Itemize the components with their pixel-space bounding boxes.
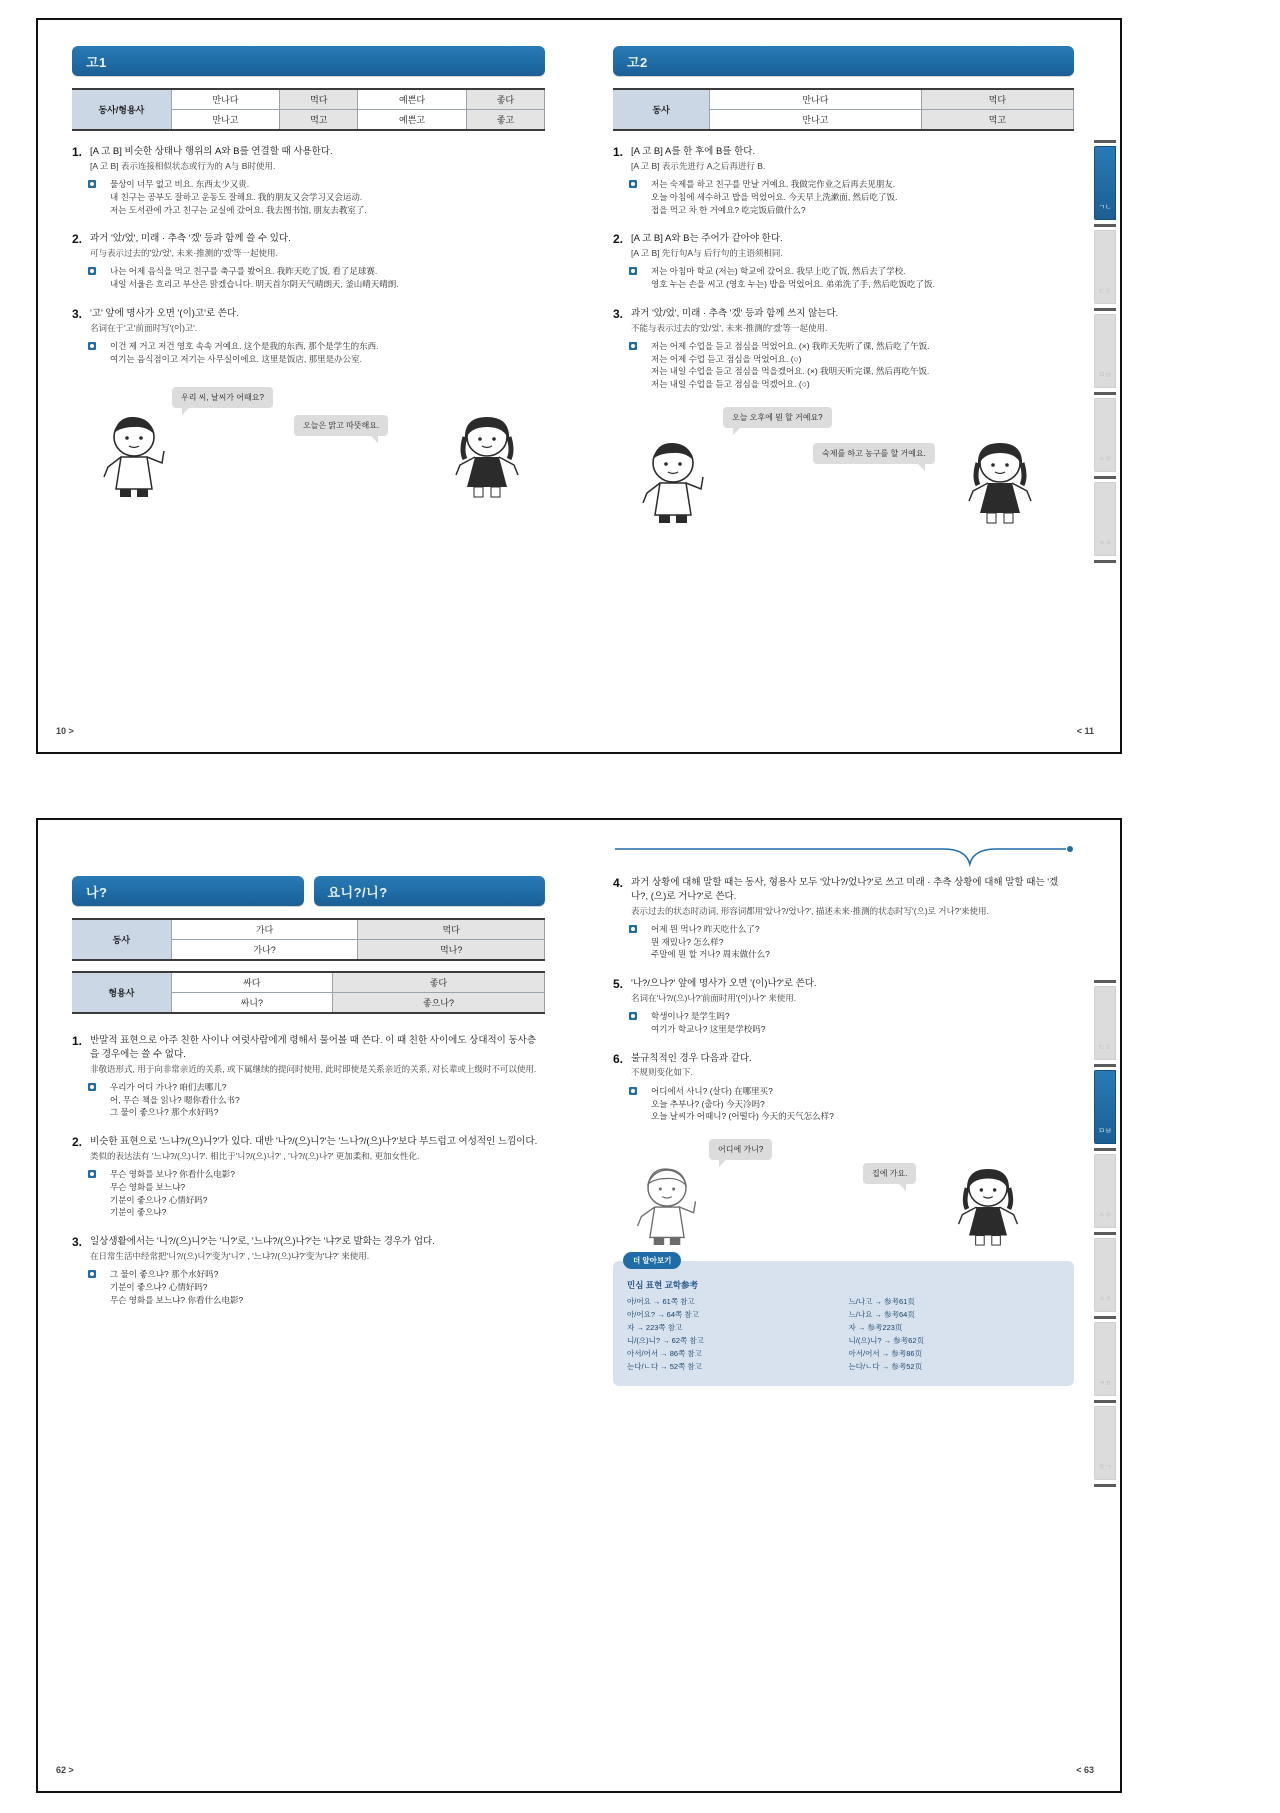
spread-2 (38, 820, 1120, 1791)
rule-chinese: [A 고 B] 先行句A与 后行句的主语须相同. (631, 248, 783, 259)
rule-chinese: [A 고 B] 表示连接相似状态或行为的 A与 B时使用. (90, 160, 276, 171)
rule-chinese: 可与表示过去的'았/었', 未来·推测的'겠'等一起使用. (90, 248, 278, 259)
page-62 (38, 820, 579, 1791)
example-bullet-icon (629, 342, 637, 350)
example-block (90, 265, 545, 291)
example-line: 기분이 좋으나? 心情好吗? (110, 1194, 208, 1205)
rule-korean: 반말적 표현으로 아주 친한 사이나 여럿사람에게 령해서 물어볼 때 쓴다. 이 때 친한 사이에도 상대적이 동사층을 경우에는 쓸 수 없다. (90, 1035, 537, 1060)
page-number: < 11 (1076, 726, 1094, 736)
rule-number: 5. (613, 977, 624, 992)
speech-bubble: 오늘은 맑고 따뜻해요. (294, 415, 388, 436)
rule-number: 4. (613, 876, 624, 890)
page-number: 62 > (56, 1765, 74, 1775)
reference-item: 는다/ㄴ다 → 52쪽 참고 (627, 1362, 702, 1371)
example-line: 내 친구는 공부도 잘하고 운동도 잘해요. 我的朋友又会学习又会运动. (110, 191, 363, 202)
side-tab[interactable] (1094, 1154, 1116, 1228)
example-block (90, 178, 545, 216)
example-line: 우리가 어디 가나? 咱们去哪儿? (110, 1081, 227, 1092)
example-bullet-icon (88, 180, 96, 188)
rules-list (613, 876, 1074, 1123)
reference-item: 아서/어서 → 86쪽 참고 (627, 1349, 702, 1358)
girl-character-illustration (960, 441, 1040, 527)
example-bullet-icon (629, 925, 637, 933)
reference-box (613, 1256, 1074, 1386)
example-line: 저는 내일 수업을 듣고 점심을 먹겠어요. (○) (651, 379, 810, 390)
example-block (90, 340, 545, 366)
table-cell: 좋다 (332, 972, 544, 993)
rule-korean: '나?/으나?' 앞에 명사가 오면 '(이)나?'로 쓴다. (631, 978, 817, 990)
rule-chinese: 表示过去的状态时动词, 形容词都用'았나?/었나?', 描述未来·推测的状态时写'(으)로 거나?'来使用. (631, 905, 989, 916)
table-cell: 만나다 (171, 89, 280, 110)
conjugation-table-go2 (613, 88, 1074, 131)
table-rowhead: 동사/형용사 (72, 89, 171, 130)
decorative-curve (613, 846, 1074, 868)
example-block (631, 1085, 1074, 1123)
rule-number: 3. (613, 306, 624, 321)
rule-item (613, 977, 1074, 1036)
example-line: 저는 어제 수업을 듣고 점심을 먹었어요. (×) 我昨天先听了课, 然后吃了午饭. (651, 340, 930, 351)
reference-item: 니/(으)니? → 参考62页 (848, 1336, 924, 1345)
example-line: 저는 내일 수업을 듣고 점심을 먹을겠어요. (×) 我明天听完课, 然后再吃午饭. (651, 366, 930, 377)
side-tab-active[interactable] (1094, 1070, 1116, 1144)
example-bullet-icon (88, 1083, 96, 1091)
example-line: 저는 어제 수업 듣고 점심을 먹었어요. (○) (651, 353, 802, 364)
rule-korean: [A 고 B] A를 한 후에 B를 한다. (631, 146, 756, 157)
tab-divider (1094, 476, 1116, 479)
tab-divider (1094, 1064, 1116, 1067)
table-row (72, 89, 545, 110)
rule-number: 2. (613, 232, 624, 247)
section-banner-go1 (72, 46, 545, 76)
rules-list (72, 1034, 545, 1307)
side-tab[interactable] (1094, 1238, 1116, 1312)
example-block (631, 923, 1074, 961)
table-cell: 좋고 (466, 110, 544, 131)
example-bullet-icon (88, 1270, 96, 1278)
example-line: 내일 서울은 흐리고 부산은 맑겠습니다. 明天首尔阴天气晴朗天, 釜山晴天晴朗. (110, 279, 399, 290)
rule-number: 2. (72, 232, 83, 247)
example-line: 학생이나? 是学生吗? (651, 1011, 730, 1022)
conjugation-table-adjective (72, 971, 545, 1014)
example-line: 무슨 영화를 보느냐? (110, 1181, 186, 1192)
tab-divider (1094, 560, 1116, 563)
rule-chinese: 名词在'나?/(으)나?'前面时用'(이)나?' 来使用. (631, 992, 797, 1003)
banner-label: 나? (86, 884, 108, 900)
rule-item (613, 1052, 1074, 1123)
example-line: 이건 제 거고 저건 영호 속속 거예요. 这个是我的东西, 那个是学生的东西. (110, 340, 379, 351)
side-tab[interactable] (1094, 398, 1116, 472)
rules-list (72, 145, 545, 365)
example-bullet-icon (88, 1170, 96, 1178)
table-cell: 먹다 (921, 89, 1073, 110)
rule-chinese: 不规则变化如下. (631, 1067, 693, 1078)
side-tab-label: ㄷㄹ (1098, 288, 1112, 296)
rule-item (613, 876, 1074, 961)
tab-divider (1094, 140, 1116, 143)
rule-korean: 과거 상황에 대해 말할 때는 동사, 형용사 모두 '았나?/었나?'로 쓰고 미래 · 추측 상황에 대해 말할 때는 '겠나?, (으)로 거나?'로 쓴다. (631, 877, 1059, 902)
table-cell: 예쁜다 (358, 89, 467, 110)
table-cell: 예쁜고 (358, 110, 467, 131)
side-tab-label: ㅎㄱ (1098, 1464, 1112, 1472)
reference-item: 느/나요 → 参考64页 (848, 1310, 915, 1319)
side-tab-label: ㄱㄴ (1098, 204, 1112, 212)
rule-number: 1. (613, 145, 624, 159)
curve-rule-icon (613, 846, 1074, 868)
example-line: 기분이 좋으냐? (110, 1207, 167, 1218)
side-tab-label: ㅅㅇ (1098, 456, 1112, 464)
example-line: 기분이 좋으냐? 心情好吗? (110, 1282, 208, 1292)
side-tab-label: ㅋㅍ (1098, 1380, 1112, 1388)
dialogue-illustration (613, 1139, 1074, 1249)
page-10 (38, 20, 579, 752)
tab-divider (1094, 980, 1116, 983)
reference-item: 아서/어서 → 参考86页 (848, 1349, 923, 1358)
boy-character-illustration (633, 441, 713, 527)
rule-korean: 일상생활에서는 '니?/(으)니?'는 '니?'로, '느냐?/(으)나?'는 '냐?'로 발화는 경우가 업다. (90, 1236, 435, 1248)
table-cell: 가나? (171, 940, 358, 961)
tab-divider (1094, 392, 1116, 395)
side-tab[interactable] (1094, 314, 1116, 388)
rule-item (72, 1135, 545, 1219)
rule-chinese: 不能与表示过去的'았/었', 未来·推测的'겠'等一起使用. (631, 322, 828, 333)
table-cell: 먹다 (358, 919, 545, 940)
rule-number: 3. (72, 306, 83, 321)
side-tab[interactable] (1094, 1406, 1116, 1480)
example-bullet-icon (88, 342, 96, 350)
rule-korean: 불규칙적인 경우 다음과 같다. (631, 1052, 752, 1064)
rule-number: 1. (72, 145, 83, 159)
conjugation-table-go1 (72, 88, 545, 131)
table-cell: 먹다 (280, 89, 358, 110)
speech-bubble: 숙제를 하고 농구를 할 거예요. (813, 443, 935, 464)
rule-item (72, 145, 545, 216)
reference-item: 아/어요? → 64쪽 참고 (627, 1310, 699, 1319)
side-tab-label: ㅈㅊ (1098, 1296, 1112, 1304)
side-tab[interactable] (1094, 1322, 1116, 1396)
example-line: 무슨 영화를 보나? 你看什么电影? (110, 1169, 236, 1180)
page-11 (579, 20, 1120, 752)
side-tab-label: ㅁㅂ (1098, 1128, 1112, 1136)
side-tab-label: ㅅㅇ (1098, 1212, 1112, 1220)
rule-number: 1. (72, 1034, 83, 1048)
tab-divider (1094, 1316, 1116, 1319)
boy-character-illustration (629, 1167, 705, 1249)
example-bullet-icon (88, 267, 96, 275)
example-line: 영호 누는 손을 씨고 (영호 누는) 밥을 먹었어요. 弟弟洗了手, 然后吃饭吃了饭. (651, 279, 935, 290)
rule-number: 3. (72, 1235, 83, 1250)
rule-number: 6. (613, 1051, 624, 1066)
table-row (72, 972, 545, 993)
example-line: 무슨 영화를 보느냐? 你看什么电影? (110, 1294, 244, 1305)
example-line: 어, 무슨 책을 읽나? 嗯你看什么书? (110, 1094, 240, 1105)
example-line: 그 물이 좋으냐? 那个水好吗? (110, 1269, 219, 1280)
example-block (631, 178, 1074, 216)
section-banner-go2 (613, 46, 1074, 76)
example-bullet-icon (629, 180, 637, 188)
example-line: 주말에 뭔 할 거나? 周末做什么? (651, 949, 770, 960)
rule-korean: 비슷한 표현으로 '느냐?/(으)니?'가 있다. 대반 '나?/(으)니?'는 '느나?/(으)나?'보다 부드럽고 여성적인 느낌이다. (90, 1136, 538, 1148)
reference-item: 자 → 参考223页 (848, 1323, 903, 1332)
rule-item (72, 307, 545, 366)
table-cell: 만나고 (171, 110, 280, 131)
example-line: 나는 어제 음식을 먹고 친구를 축구를 봤어요. 我昨天吃了饭, 看了足球赛. (110, 266, 378, 277)
section-banner-yoni-ni (314, 876, 546, 906)
rule-korean: 과거 '았/었', 미래 · 추측 '겠' 등과 함께 쓰지 않는다. (631, 307, 839, 319)
tab-divider (1094, 1232, 1116, 1235)
table-cell: 좋다 (466, 89, 544, 110)
example-line: 오늘 추부나? (춥다) 今天冷吗? (651, 1098, 765, 1109)
table-row (72, 919, 545, 940)
dialogue-illustration (72, 381, 545, 501)
section-banner-na (72, 876, 304, 906)
side-tab[interactable] (1094, 482, 1116, 556)
example-line: 저는 숙제를 하고 친구를 만날 거예요. 我做完作业之后再去见朋友. (651, 179, 896, 190)
table-cell: 먹고 (280, 110, 358, 131)
girl-character-illustration (447, 415, 527, 501)
rule-korean: [A 고 B] 비슷한 상태나 행위의 A와 B를 연결할 때 사용한다. (90, 146, 333, 157)
spread-1 (38, 20, 1120, 752)
table-cell: 싸다 (171, 972, 332, 993)
reference-item: 니/(으)니? → 62쪽 참고 (627, 1336, 704, 1345)
example-line: 그 물이 좋으나? 那个水好吗? (110, 1107, 219, 1118)
rules-list (613, 145, 1074, 391)
boy-character-illustration (94, 415, 174, 501)
table-cell: 가다 (171, 919, 358, 940)
scan-sheet-top (36, 18, 1122, 754)
page-number: < 63 (1076, 1765, 1094, 1775)
rule-chinese: 名词在于'고'前面时写'(이)고'. (90, 322, 198, 333)
banner-label: 요니?/니? (327, 884, 388, 900)
tab-divider (1094, 1400, 1116, 1403)
rule-item (613, 145, 1074, 216)
example-block (90, 1268, 545, 1306)
rule-korean: 과거 '았/었', 미래 · 추측 '겠' 등과 함께 쓸 수 있다. (90, 233, 291, 245)
reference-item: 아/어요 → 61쪽 참고 (627, 1297, 695, 1306)
example-line: 물상이 너무 없고 비요. 东西太少又贵. (110, 179, 250, 190)
reference-item: 느/나고 → 参考61页 (848, 1297, 915, 1306)
rule-number: 2. (72, 1135, 83, 1150)
conjugation-table-verb (72, 918, 545, 961)
tab-divider (1094, 308, 1116, 311)
side-tab[interactable] (1094, 986, 1116, 1060)
side-tab[interactable] (1094, 230, 1116, 304)
example-bullet-icon (629, 1012, 637, 1020)
example-line: 오늘 날씨가 어때니? (어떨다) 今天的天气怎么样? (651, 1111, 834, 1122)
table-cell: 싸니? (171, 993, 332, 1014)
table-cell: 먹나? (358, 940, 545, 961)
example-line: 접을 먹고 차 한 거예요? 吃完饭后做什么? (651, 204, 806, 215)
table-cell: 만나다 (710, 89, 921, 110)
rule-item (613, 232, 1074, 291)
table-rowhead: 동사 (72, 919, 171, 960)
page-63 (579, 820, 1120, 1791)
example-block (90, 1081, 545, 1119)
example-line: 저는 아침마 학교 (저는) 학교에 갔어요. 我早上吃了饭, 然后去了学校. (651, 266, 906, 277)
example-line: 어디에서 사니? (살다) 在哪里买? (651, 1085, 773, 1096)
table-rowhead: 동사 (613, 89, 710, 130)
scan-sheet-bottom (36, 818, 1122, 1793)
table-row (613, 89, 1074, 110)
side-tab-label: ㄷㄹ (1098, 1044, 1112, 1052)
tab-divider (1094, 1484, 1116, 1487)
girl-character-illustration (950, 1167, 1026, 1249)
example-line: 여기가 학교나? 这里是学校吗? (651, 1023, 766, 1034)
tab-divider (1094, 1148, 1116, 1151)
rule-chinese: 类似的表达法有 '느냐?/(으)니?'. 相比于'니?/(으)니?' , '나?/(으)나?' 更加柔和, 更加女性化. (90, 1150, 420, 1161)
reference-grid (627, 1296, 1060, 1372)
banner-label: 고1 (86, 54, 107, 70)
banner-label: 고2 (627, 54, 648, 70)
rule-chinese: 非敬语形式, 用于向非常亲近的关系, 或下属继续的提问时使用, 此时即使是关系亲近的关系, 对长辈或上级时不可以使用. (90, 1063, 537, 1074)
rule-chinese: 在日常生活中经常把'니?/(으)니?'变为'니?' , '느냐?/(으)냐?'变为'냐?' 来使用. (90, 1250, 370, 1261)
side-index-tab-rail[interactable] (1094, 980, 1116, 1490)
tab-divider (1094, 224, 1116, 227)
example-block (90, 1168, 545, 1219)
reference-box-title: 민심 표현 교학参考 (627, 1280, 698, 1290)
example-line: 여기는 음식점이고 저기는 사무실이에요. 这里是饭店, 那里是办公室. (110, 353, 362, 364)
example-block (631, 265, 1074, 291)
side-tab-label: ㅁㅂ (1098, 372, 1112, 380)
example-bullet-icon (629, 1087, 637, 1095)
table-cell: 만나고 (710, 110, 921, 131)
speech-bubble: 오늘 오후에 뭔 할 거예요? (723, 407, 832, 428)
example-block (631, 340, 1074, 391)
speech-bubble: 우리 씨, 날씨가 어때요? (172, 387, 273, 408)
side-tab-label: ㅈㅊ (1098, 540, 1112, 548)
table-cell: 좋으나? (332, 993, 544, 1014)
table-rowhead: 형용사 (72, 972, 171, 1013)
rule-korean: '고' 앞에 명사가 오면 '(이)고'로 쓴다. (90, 307, 239, 319)
dialogue-illustration (613, 407, 1074, 527)
banner-row (72, 876, 545, 906)
reference-item: 자 → 223쪽 참고 (627, 1323, 683, 1332)
example-bullet-icon (629, 267, 637, 275)
example-line: 뭔 재밌나? 怎么样? (651, 936, 724, 947)
side-tab-active[interactable] (1094, 146, 1116, 220)
example-line: 어제 뭔 먹나? 昨天吃什么了? (651, 923, 760, 934)
side-index-tab-rail[interactable] (1094, 140, 1116, 566)
rule-korean: [A 고 B] A와 B는 주어가 같아야 한다. (631, 233, 783, 245)
rule-item (72, 1235, 545, 1306)
table-cell: 먹고 (921, 110, 1073, 131)
example-line: 저는 도서관에 가고 친구는 교실에 갔어요. 我去图书馆, 朋友去教室了. (110, 204, 367, 215)
rule-chinese: [A 고 B] 表示先进行 A之后再进行 B. (631, 160, 766, 171)
speech-bubble: 집에 가요. (863, 1163, 916, 1184)
reference-item: 는다/ㄴ다 → 参考52页 (848, 1362, 923, 1371)
speech-bubble: 어디에 가니? (709, 1139, 772, 1160)
rule-item (72, 232, 545, 291)
rule-item (613, 307, 1074, 391)
rule-item (72, 1034, 545, 1119)
page-number: 10 > (56, 726, 74, 736)
example-line: 오늘 아침에 세수하고 밥을 먹었어요. 今天早上洗漱面, 然后吃了饭. (651, 191, 898, 202)
reference-box-tag: 더 알아보기 (623, 1252, 681, 1269)
example-block (631, 1010, 1074, 1036)
